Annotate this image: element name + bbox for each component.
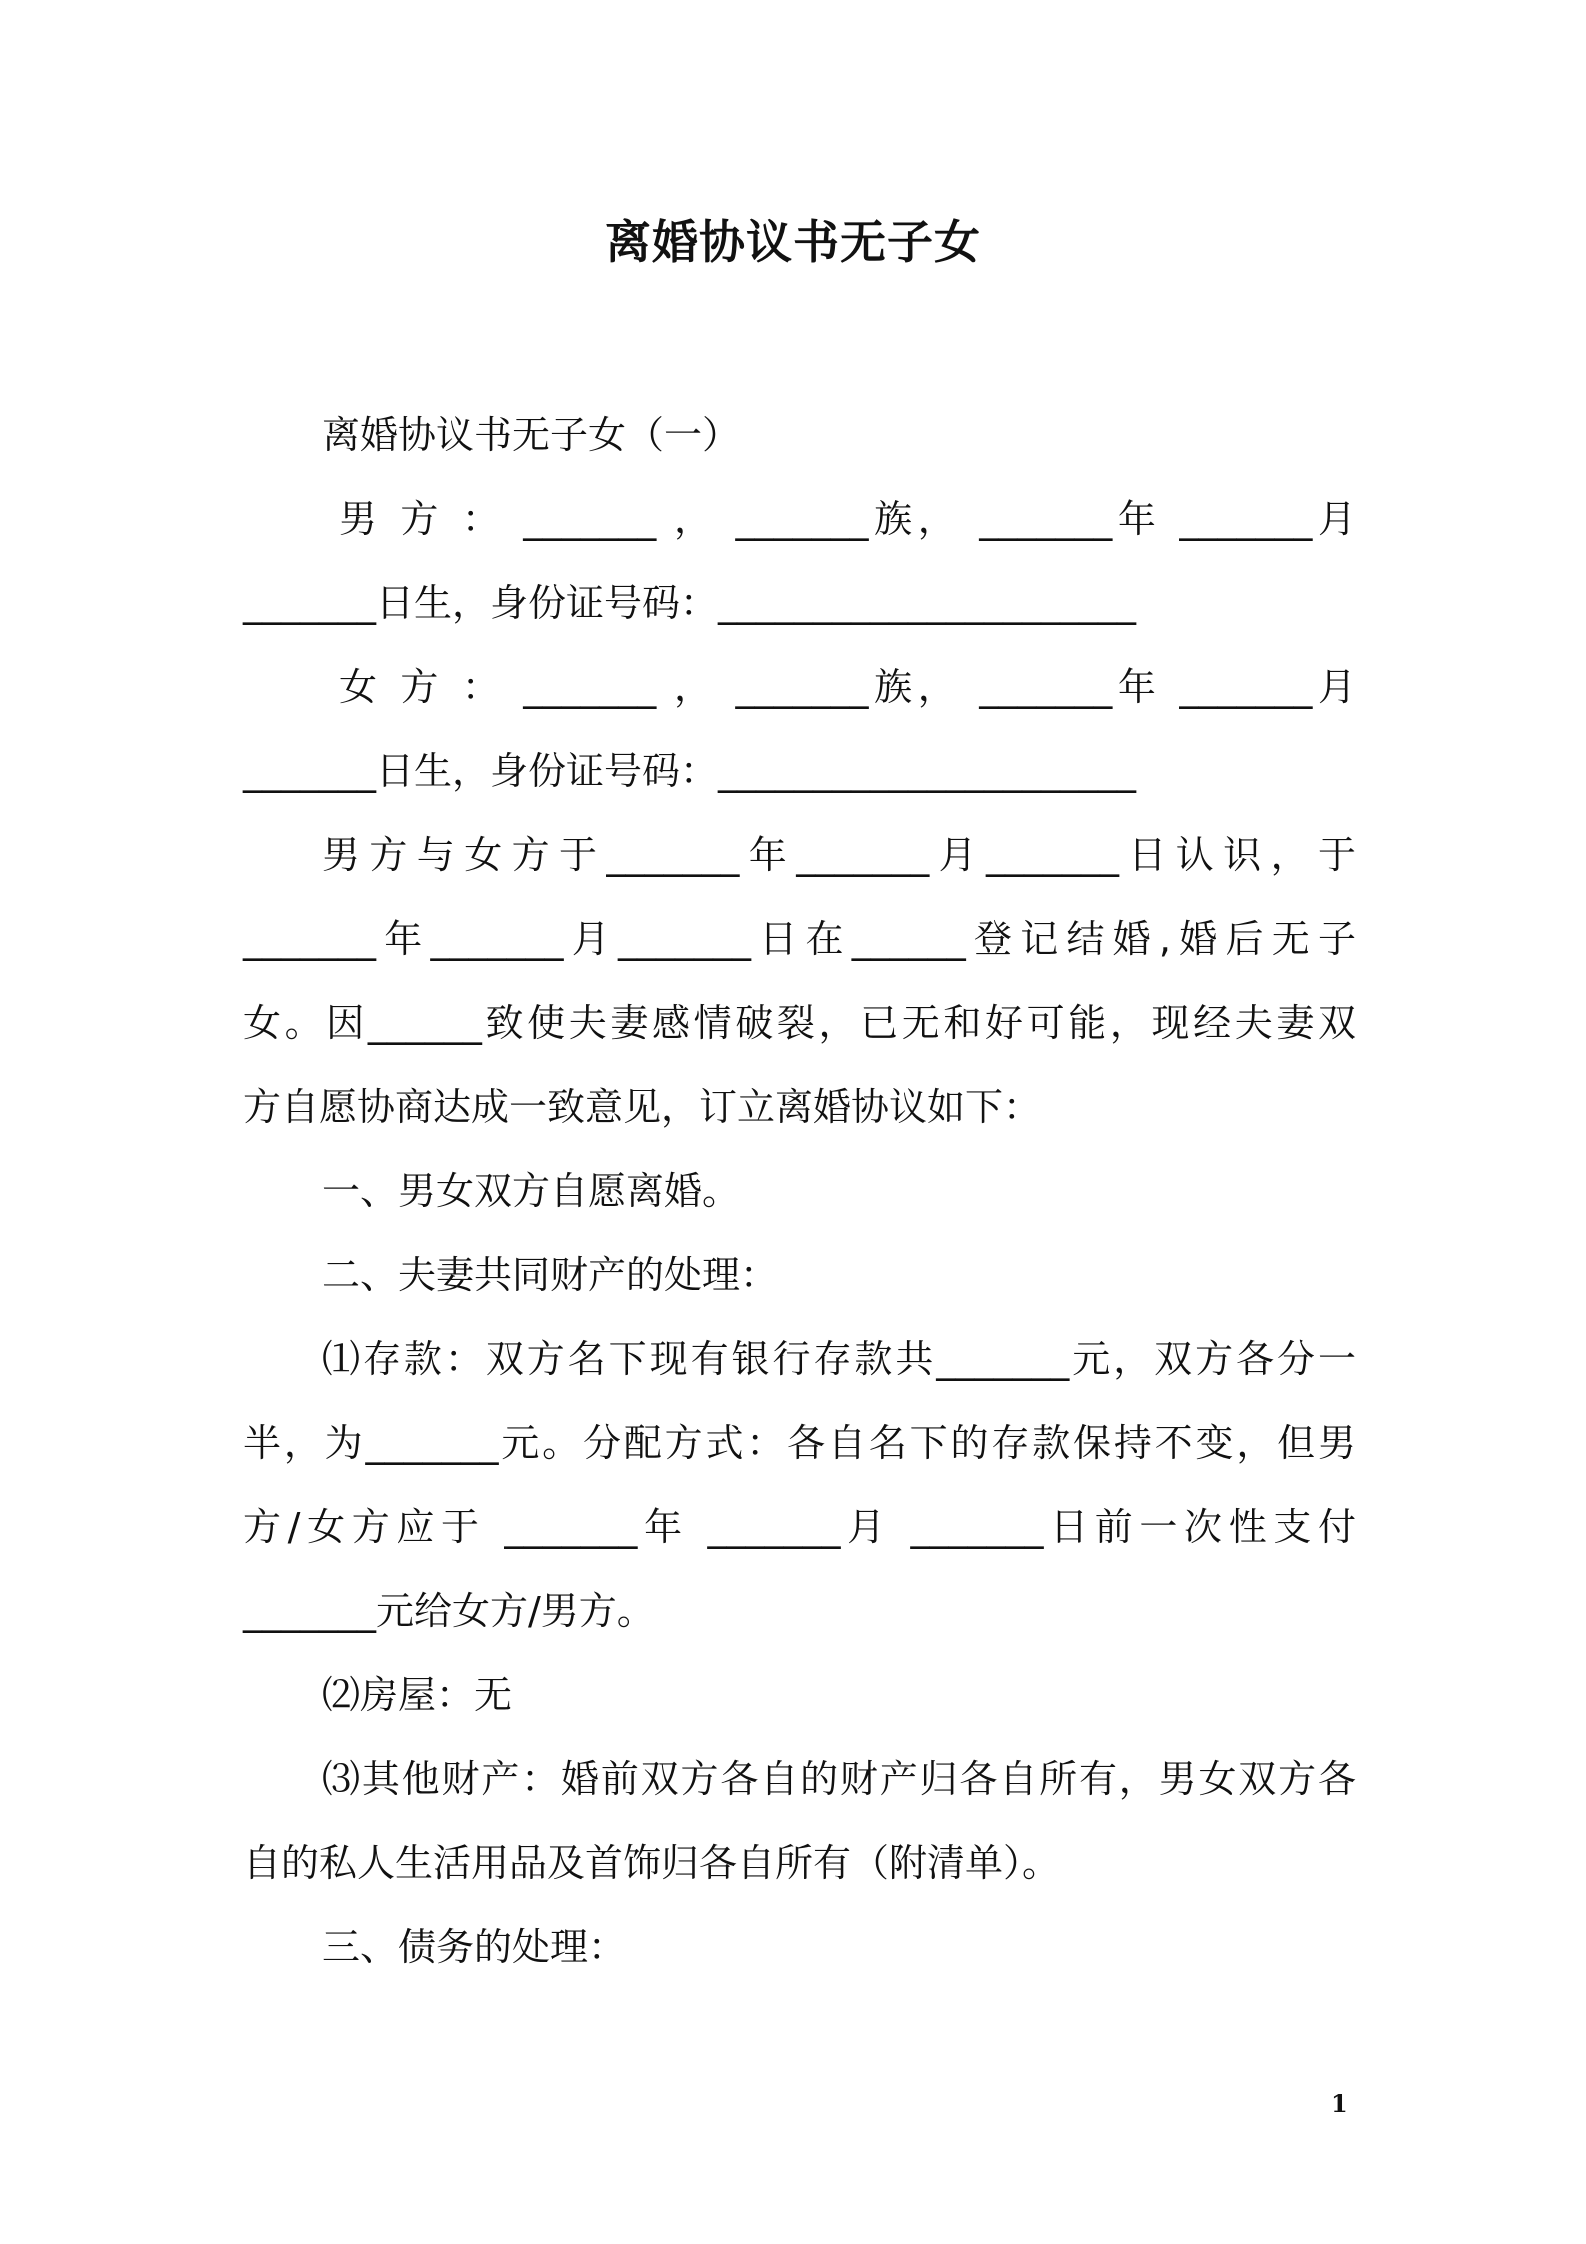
paragraph-line: 半，为_______元。分配方式：各自名下的存款保持不变，但男 (243, 1421, 1356, 1465)
paragraph-line: ⑴存款：双方名下现有银行存款共_______元，双方各分一 (322, 1337, 1356, 1381)
paragraph-line: 自的私人生活用品及首饰归各自所有（附清单）。 (243, 1841, 1061, 1885)
female-party-line: 女 方 ： _______ ， _______族， _______年 _______月 (339, 665, 1356, 709)
page-number: 1 (1331, 2089, 1348, 2118)
document-title: 离婚协议书无子女 (605, 215, 981, 269)
paragraph-line: 男方与女方于_______年_______月_______日认识，于 (322, 833, 1356, 877)
paragraph-line: 女。因______致使夫妻感情破裂，已无和好可能，现经夫妻双 (243, 1001, 1356, 1045)
paragraph-line: ⑵房屋：无 (322, 1673, 513, 1717)
male-birth-id-line: _______日生，身份证号码：______________________ (243, 581, 1137, 625)
clause-heading: 三、债务的处理： (322, 1925, 627, 1969)
clause-heading: 二、夫妻共同财产的处理： (322, 1253, 779, 1297)
paragraph-line: ⑶其他财产：婚前双方各自的财产归各自所有，男女双方各 (322, 1757, 1356, 1801)
male-party-line: 男 方 ： _______ ， _______族， _______年 _______月 (339, 497, 1356, 541)
clause-heading: 一、男女双方自愿离婚。 (322, 1169, 741, 1213)
section-heading: 离婚协议书无子女（一） (322, 413, 741, 457)
paragraph-line: _______元给女方/男方。 (243, 1589, 655, 1633)
female-birth-id-line: _______日生，身份证号码：______________________ (243, 749, 1137, 793)
paragraph-line: _______年_______月_______日在______登记结婚,婚后无子 (243, 917, 1356, 961)
paragraph-line: 方/女方应于 _______年 _______月 _______日前一次性支付 (243, 1505, 1356, 1549)
paragraph-line: 方自愿协商达成一致意见，订立离婚协议如下： (243, 1085, 1042, 1129)
